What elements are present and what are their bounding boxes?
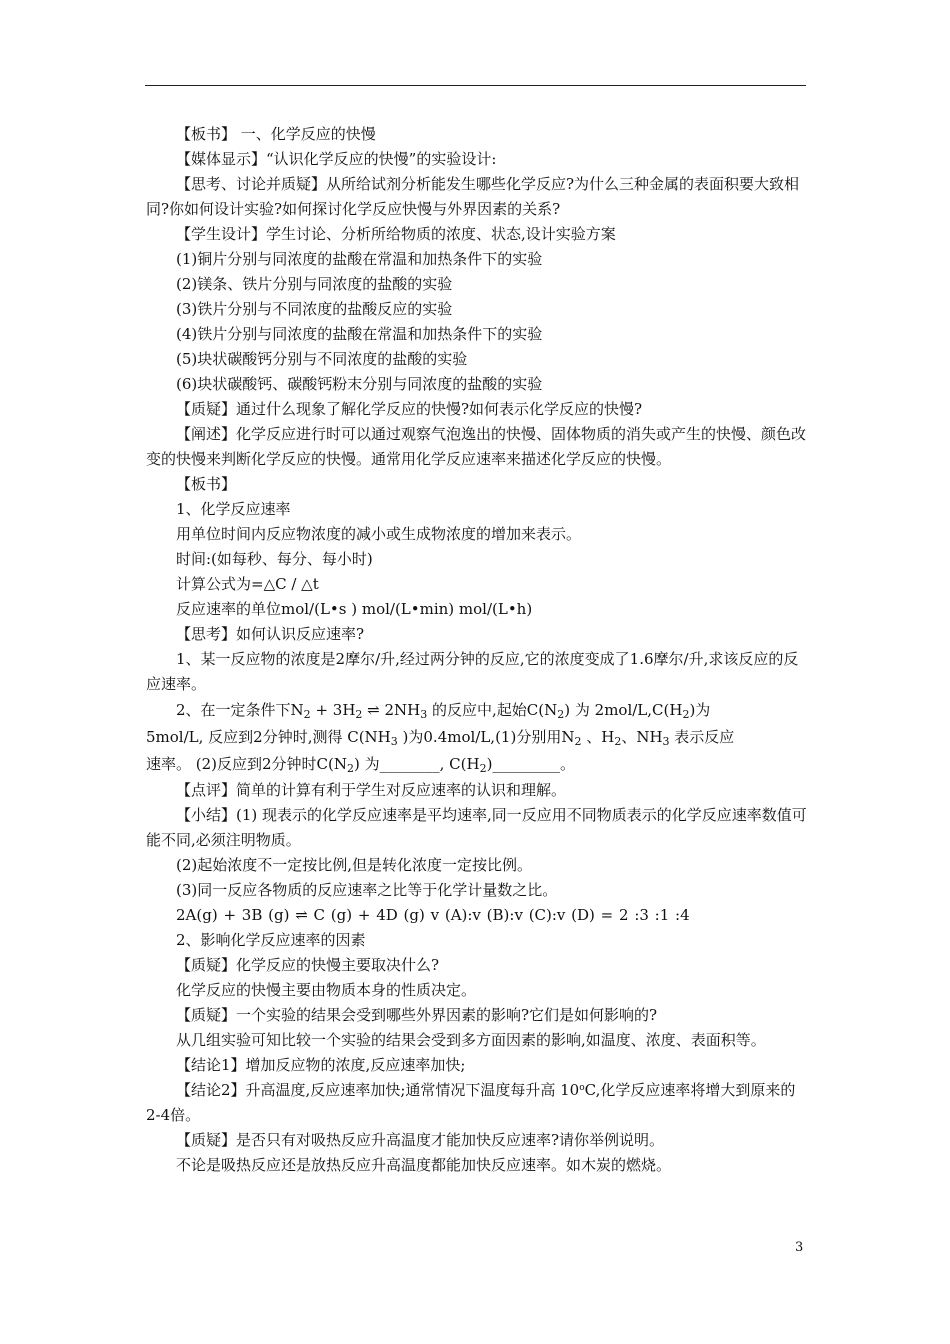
text-line: 【板书】 [176,475,237,493]
text-line: (2)起始浓度不一定按比例,但是转化浓度一定按比例。 [176,856,533,874]
text-line: 【板书】 一、化学反应的快慢 [176,125,376,143]
list-item: (4)铁片分别与同浓度的盐酸在常温和加热条件下的实验 [176,325,543,343]
list-item: (1)铜片分别与同浓度的盐酸在常温和加热条件下的实验 [176,250,543,268]
header-rule [145,85,806,86]
text-line: 【质疑】是否只有对吸热反应升高温度才能加快反应速率?请你举例说明。 [176,1131,665,1149]
text-line: 不论是吸热反应还是放热反应升高温度都能加快反应速率。如木炭的燃烧。 [176,1156,672,1174]
equation-line: 2、在一定条件下$N_2 + 3H_2$ ⇌ $2NH_3$ 的反应中,起始$C(N_2)$ 为 $2mol/L,C(H_2)$为 [176,701,711,721]
equation-line: 5mol/L, 反应到2分钟时,测得 $C(NH_3$ )为0.4mol/L,(1)分别用$N_2$ 、$H_2$、$NH_3$ 表示反应 [146,728,735,748]
equation-paragraph: 2A(g) + 3B (g) ⇌ C (g) + 4D (g) v (A):v (B):v (C):v (D) = 2 :3 :1 :4 [176,906,690,924]
section-heading: 1、化学反应速率 [176,500,291,518]
text-line: 时间:(如每秒、每分、每小时) [176,550,373,568]
text-paragraph: 【思考、讨论并质疑】从所给试剂分析能发生哪些化学反应?为什么三种金属的表面积要大致相同?你如何设计实验?如何探讨化学反应快慢与外界因素的关系? [146,175,800,218]
document-body [146,122,808,1178]
text-line: 【质疑】一个实验的结果会受到哪些外界因素的影响?它们是如何影响的? [176,1006,658,1024]
text-line: 【质疑】化学反应的快慢主要取决什么? [176,956,440,974]
equation-line: 速率。 (2)反应到2分钟时$C(N_2)$ 为________, $C(H_2)\_\_\_\_\_\_\_\_\_$。 [146,755,575,775]
text-paragraph: 【小结】(1) 现表示的化学反应速率是平均速率,同一反应用不同物质表示的化学反应速率数值可能不同,必须注明物质。 [146,806,807,849]
text-line: 【学生设计】学生讨论、分析所给物质的浓度、状态,设计实验方案 [176,225,616,243]
list-item: (2)镁条、铁片分别与同浓度的盐酸的实验 [176,275,453,293]
text-line: 【思考】如何认识反应速率? [176,625,365,643]
section-heading: 2、影响化学反应速率的因素 [176,931,366,949]
text-line: 【媒体显示】“认识化学反应的快慢”的实验设计: [176,150,497,168]
text-line: 化学反应的快慢主要由物质本身的性质决定。 [176,981,477,999]
text-paragraph: 【阐述】化学反应进行时可以通过观察气泡逸出的快慢、固体物质的消失或产生的快慢、颜色改变的快慢来判断化学反应的快慢。通常用化学反应速率来描述化学反应的快慢。 [146,425,807,468]
page-number: 3 [795,1240,804,1255]
list-item: (5)块状碳酸钙分别与不同浓度的盐酸的实验 [176,350,468,368]
text-line: 【点评】简单的计算有利于学生对反应速率的认识和理解。 [176,781,567,799]
text-paragraph: 从几组实验可知比较一个实验的结果会受到多方面因素的影响,如温度、浓度、表面积等。 [176,1031,766,1049]
text-line: 【质疑】通过什么现象了解化学反应的快慢?如何表示化学反应的快慢? [176,400,643,418]
text-paragraph: 【结论2】升高温度,反应速率加快;通常情况下温度每升高 10$^o$C,化学反应速率将增大到原来的2-4倍。 [146,1081,796,1124]
list-item: (3)铁片分别与不同浓度的盐酸反应的实验 [176,300,453,318]
list-item: (6)块状碳酸钙、碳酸钙粉末分别与同浓度的盐酸的实验 [176,375,543,393]
text-line: 用单位时间内反应物浓度的减小或生成物浓度的增加来表示。 [176,525,582,543]
text-paragraph: 1、某一反应物的浓度是2摩尔/升,经过两分钟的反应,它的浓度变成了1.6摩尔/升,求该反应的反应速率。 [146,650,799,693]
text-line: 【结论1】增加反应物的浓度,反应速率加快; [176,1056,466,1074]
text-line: (3)同一反应各物质的反应速率之比等于化学计量数之比。 [176,881,558,899]
text-line: 计算公式为=△C / △t [176,575,319,593]
text-line: 反应速率的单位mol/(L•s ) mol/(L•min) mol/(L•h) [176,600,533,618]
